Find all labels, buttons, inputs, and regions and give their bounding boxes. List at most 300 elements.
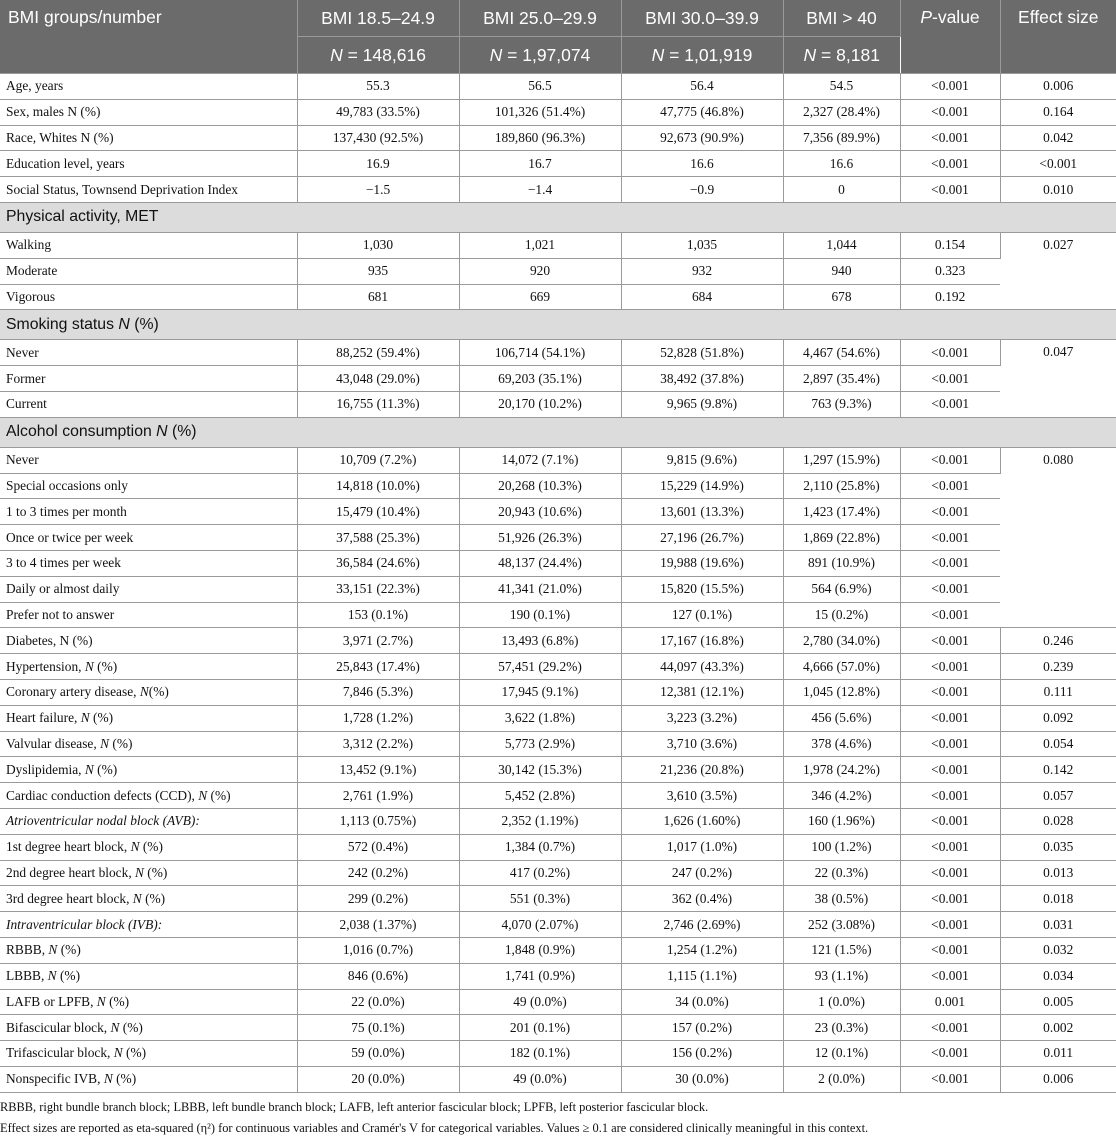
cell-value: 564 (6.9%) (783, 576, 900, 602)
cell-value: 3,312 (2.2%) (297, 731, 459, 757)
cell-value: 5,773 (2.9%) (459, 731, 621, 757)
cell-value: 2,110 (25.8%) (783, 473, 900, 499)
section-title-text: Physical activity, MET (6, 208, 159, 226)
cell-value: 51,926 (26.3%) (459, 525, 621, 551)
row-label (0, 258, 297, 284)
cell-effect-size: 0.002 (1000, 1015, 1116, 1041)
cell-value: 22 (0.0%) (297, 989, 459, 1015)
table-row (0, 284, 1116, 310)
row-label-text: Intraventricular block (IVB): (6, 916, 163, 932)
row-label-text: 1st degree heart block, (6, 839, 131, 855)
row-label (0, 550, 297, 576)
cell-value: 156 (0.2%) (621, 1041, 783, 1067)
table-row (0, 834, 1116, 860)
cell-value: 54.5 (783, 74, 900, 100)
cell-value: 22 (0.3%) (783, 860, 900, 886)
cell-value: 75 (0.1%) (297, 1015, 459, 1041)
cell-value: 1,626 (1.60%) (621, 808, 783, 834)
cell-effect-size: 0.092 (1000, 705, 1116, 731)
row-label (0, 705, 297, 731)
table-row (0, 1041, 1116, 1067)
cell-value: 182 (0.1%) (459, 1041, 621, 1067)
cell-value: 44,097 (43.3%) (621, 654, 783, 680)
cell-value: 417 (0.2%) (459, 860, 621, 886)
cell-p-value: <0.001 (900, 963, 1000, 989)
table-row (0, 340, 1116, 366)
row-label-suffix: (%) (105, 993, 130, 1009)
cell-value: −1.5 (297, 177, 459, 203)
cell-value: 13,493 (6.8%) (459, 628, 621, 654)
cell-effect-size: 0.018 (1000, 886, 1116, 912)
cell-p-value: <0.001 (900, 602, 1000, 628)
cell-value: 3,610 (3.5%) (621, 783, 783, 809)
row-label-text: LBBB, (6, 968, 48, 984)
row-label-text: Coronary artery disease, (6, 684, 140, 700)
header-group-n (459, 37, 621, 74)
row-label (0, 473, 297, 499)
cell-value: 2,038 (1.37%) (297, 912, 459, 938)
cell-value: 127 (0.1%) (621, 602, 783, 628)
cell-value: 10,709 (7.2%) (297, 447, 459, 473)
row-label (0, 99, 297, 125)
table-row (0, 1015, 1116, 1041)
row-label-text: 3rd degree heart block, (6, 890, 133, 906)
row-label (0, 912, 297, 938)
header-n-value: = 8,181 (816, 44, 880, 65)
row-label-italic: N (113, 1045, 123, 1061)
section-title-italic: N (118, 315, 130, 333)
cell-value: 16.7 (459, 151, 621, 177)
cell-value: 1,021 (459, 232, 621, 258)
row-label-text: Walking (6, 237, 52, 253)
row-label-suffix: (%) (119, 1019, 143, 1035)
cell-value: 15 (0.2%) (783, 602, 900, 628)
cell-value: 20 (0.0%) (297, 1066, 459, 1092)
cell-value: −0.9 (621, 177, 783, 203)
cell-value: 678 (783, 284, 900, 310)
cell-value: 2,327 (28.4%) (783, 99, 900, 125)
row-label-text: Special occasions only (6, 477, 128, 493)
cell-p-value: <0.001 (900, 757, 1000, 783)
table-row (0, 525, 1116, 551)
row-label (0, 74, 297, 100)
cell-p-value: <0.001 (900, 576, 1000, 602)
cell-value: 1,045 (12.8%) (783, 679, 900, 705)
row-label-text: Never (6, 344, 39, 360)
cell-value: 38 (0.5%) (783, 886, 900, 912)
table-row (0, 74, 1116, 100)
cell-value: 456 (5.6%) (783, 705, 900, 731)
cell-p-value: <0.001 (900, 447, 1000, 473)
row-label-suffix: (%) (143, 864, 168, 880)
cell-p-value: <0.001 (900, 1066, 1000, 1092)
cell-value: 1,384 (0.7%) (459, 834, 621, 860)
table-row (0, 757, 1116, 783)
row-label-suffix: (%) (93, 658, 118, 674)
cell-value: 1,044 (783, 232, 900, 258)
header-n-italic: N (651, 44, 665, 65)
cell-value: 5,452 (2.8%) (459, 783, 621, 809)
cell-effect-size: 0.047 (1000, 340, 1116, 417)
row-label-text: Hypertension, (6, 658, 85, 674)
row-label-suffix: (%) (141, 890, 166, 906)
table-row (0, 654, 1116, 680)
section-title (0, 417, 1116, 447)
cell-p-value: <0.001 (900, 366, 1000, 392)
row-label-text: Prefer not to answer (6, 606, 115, 622)
row-label-italic: N (110, 1019, 120, 1035)
row-label-italic: N (130, 839, 140, 855)
cell-value: 157 (0.2%) (621, 1015, 783, 1041)
cell-value: 3,223 (3.2%) (621, 705, 783, 731)
cell-p-value: 0.323 (900, 258, 1000, 284)
cell-value: 49 (0.0%) (459, 1066, 621, 1092)
section-header-row (0, 202, 1116, 232)
row-label (0, 886, 297, 912)
row-label-italic: N (96, 993, 106, 1009)
cell-p-value: <0.001 (900, 731, 1000, 757)
table-row (0, 366, 1116, 392)
cell-effect-size: 0.057 (1000, 783, 1116, 809)
row-label-text: Once or twice per week (6, 529, 134, 545)
table-row (0, 808, 1116, 834)
row-label-text: Social Status, Townsend Deprivation Index (6, 181, 239, 197)
cell-effect-size: 0.239 (1000, 654, 1116, 680)
cell-p-value: <0.001 (900, 473, 1000, 499)
cell-p-value: <0.001 (900, 74, 1000, 100)
row-label-text: 3 to 4 times per week (6, 555, 121, 571)
row-label-text: Trifascicular block, (6, 1045, 114, 1061)
row-label-text: Current (6, 396, 47, 412)
row-label (0, 679, 297, 705)
cell-value: 25,843 (17.4%) (297, 654, 459, 680)
cell-effect-size: 0.013 (1000, 860, 1116, 886)
cell-value: 1,115 (1.1%) (621, 963, 783, 989)
header-p-rest: -value (932, 7, 980, 27)
row-label (0, 576, 297, 602)
row-label-italic: N (135, 864, 144, 880)
cell-value: 37,588 (25.3%) (297, 525, 459, 551)
header-n-italic: N (330, 44, 343, 65)
row-label (0, 125, 297, 151)
row-label-suffix: (%) (139, 839, 163, 855)
table-row (0, 258, 1116, 284)
header-group-n (297, 37, 459, 74)
cell-p-value: <0.001 (900, 886, 1000, 912)
cell-value: 12 (0.1%) (783, 1041, 900, 1067)
cell-value: 4,666 (57.0%) (783, 654, 900, 680)
cell-value: 16.6 (621, 151, 783, 177)
cell-value: 137,430 (92.5%) (297, 125, 459, 151)
cell-value: 93 (1.1%) (783, 963, 900, 989)
row-label-italic: N (47, 968, 57, 984)
row-label-text: Never (6, 452, 39, 468)
cell-value: 1,741 (0.9%) (459, 963, 621, 989)
row-label-text: Nonspecific IVB, (6, 1071, 104, 1087)
cell-value: 1,113 (0.75%) (297, 808, 459, 834)
row-label (0, 1041, 297, 1067)
cell-value: 14,072 (7.1%) (459, 447, 621, 473)
cell-value: 1,017 (1.0%) (621, 834, 783, 860)
cell-value: 846 (0.6%) (297, 963, 459, 989)
cell-p-value: <0.001 (900, 177, 1000, 203)
table-row (0, 679, 1116, 705)
row-label-suffix: (%) (112, 1071, 137, 1087)
cell-value: 1,254 (1.2%) (621, 937, 783, 963)
table-row (0, 912, 1116, 938)
footnotes (0, 1097, 1116, 1139)
cell-value: 7,846 (5.3%) (297, 679, 459, 705)
header-n-value: = 1,01,919 (664, 44, 753, 65)
cell-value: 2,746 (2.69%) (621, 912, 783, 938)
table-row (0, 705, 1116, 731)
cell-value: 572 (0.4%) (297, 834, 459, 860)
row-label-italic: N (48, 942, 58, 958)
cell-value: 52,828 (51.8%) (621, 340, 783, 366)
table-row (0, 550, 1116, 576)
row-label (0, 1015, 297, 1041)
cell-p-value: <0.001 (900, 783, 1000, 809)
cell-value: 9,965 (9.8%) (621, 391, 783, 417)
table-row (0, 860, 1116, 886)
cell-p-value: <0.001 (900, 525, 1000, 551)
footnote-effect-sizes: Effect sizes are reported as eta-squared (η²) for continuous variables and Cramér's V for categorical variables. Values ≥ 0.1 are considered clinically meaningful in this context. (0, 1120, 869, 1135)
row-label-text: Sex, males N (%) (6, 104, 101, 120)
cell-value: 551 (0.3%) (459, 886, 621, 912)
row-label-suffix: (%) (56, 968, 81, 984)
row-label-text: RBBB, (6, 942, 49, 958)
row-label (0, 151, 297, 177)
cell-p-value: 0.001 (900, 989, 1000, 1015)
cell-value: 88,252 (59.4%) (297, 340, 459, 366)
row-label-text: Valvular disease, (6, 735, 101, 751)
row-label-text: Education level, years (6, 155, 125, 171)
cell-value: 153 (0.1%) (297, 602, 459, 628)
cell-value: 13,452 (9.1%) (297, 757, 459, 783)
cell-effect-size: 0.111 (1000, 679, 1116, 705)
cell-value: 17,945 (9.1%) (459, 679, 621, 705)
section-title-text: Alcohol consumption (6, 423, 157, 441)
cell-effect-size: 0.010 (1000, 177, 1116, 203)
cell-p-value: <0.001 (900, 628, 1000, 654)
cell-value: 30,142 (15.3%) (459, 757, 621, 783)
cell-value: 362 (0.4%) (621, 886, 783, 912)
row-label-suffix: (%) (93, 761, 118, 777)
cell-value: 15,820 (15.5%) (621, 576, 783, 602)
cell-value: 763 (9.3%) (783, 391, 900, 417)
table-row (0, 473, 1116, 499)
cell-effect-size: 0.042 (1000, 125, 1116, 151)
table-row (0, 499, 1116, 525)
cell-value: 27,196 (26.7%) (621, 525, 783, 551)
row-label (0, 989, 297, 1015)
row-label-suffix: (%) (89, 710, 114, 726)
row-label (0, 499, 297, 525)
row-label (0, 937, 297, 963)
table-row (0, 99, 1116, 125)
header-n-italic: N (489, 44, 503, 65)
table-row (0, 602, 1116, 628)
cell-p-value: <0.001 (900, 125, 1000, 151)
cell-effect-size: 0.031 (1000, 912, 1116, 938)
cell-value: 2,780 (34.0%) (783, 628, 900, 654)
table-row (0, 447, 1116, 473)
cell-p-value: <0.001 (900, 340, 1000, 366)
row-label (0, 654, 297, 680)
table-row (0, 125, 1116, 151)
row-label-italic: N (132, 890, 142, 906)
cell-value: 69,203 (35.1%) (459, 366, 621, 392)
header-n-italic: N (803, 44, 817, 65)
row-label-text: Daily or almost daily (6, 581, 120, 597)
cell-value: 100 (1.2%) (783, 834, 900, 860)
cell-value: 21,236 (20.8%) (621, 757, 783, 783)
table-header (0, 0, 1116, 74)
table-row (0, 886, 1116, 912)
cell-value: 346 (4.2%) (783, 783, 900, 809)
cell-value: 1,848 (0.9%) (459, 937, 621, 963)
cell-value: 1,978 (24.2%) (783, 757, 900, 783)
cell-effect-size: 0.035 (1000, 834, 1116, 860)
cell-value: 891 (10.9%) (783, 550, 900, 576)
cell-p-value: <0.001 (900, 1015, 1000, 1041)
table-row (0, 989, 1116, 1015)
cell-value: 920 (459, 258, 621, 284)
cell-value: 20,268 (10.3%) (459, 473, 621, 499)
cell-value: 1,030 (297, 232, 459, 258)
section-title (0, 202, 1116, 232)
cell-value: 2 (0.0%) (783, 1066, 900, 1092)
header-group-name: BMI 18.5–24.9 (297, 0, 459, 37)
cell-value: 57,451 (29.2%) (459, 654, 621, 680)
cell-p-value: <0.001 (900, 1041, 1000, 1067)
cell-effect-size: 0.027 (1000, 232, 1116, 309)
cell-value: 681 (297, 284, 459, 310)
cell-value: 15,229 (14.9%) (621, 473, 783, 499)
cell-p-value: <0.001 (900, 860, 1000, 886)
cell-effect-size: 0.080 (1000, 447, 1116, 628)
cell-p-value: 0.192 (900, 284, 1000, 310)
row-label (0, 284, 297, 310)
header-group-name: BMI > 40 (783, 0, 900, 37)
footnote-abbreviations: RBBB, right bundle branch block; LBBB, left bundle branch block; LAFB, left anterior fascicular block; LPFB, left posterior fascicular block. (0, 1099, 709, 1114)
cell-effect-size: 0.005 (1000, 989, 1116, 1015)
cell-value: 55.3 (297, 74, 459, 100)
cell-effect-size: 0.246 (1000, 628, 1116, 654)
cell-value: 33,151 (22.3%) (297, 576, 459, 602)
cell-value: 101,326 (51.4%) (459, 99, 621, 125)
cell-value: 9,815 (9.6%) (621, 447, 783, 473)
cell-effect-size: 0.054 (1000, 731, 1116, 757)
row-label-text: Vigorous (6, 288, 56, 304)
row-label-suffix: (%) (122, 1045, 147, 1061)
cell-value: 0 (783, 177, 900, 203)
row-label-italic: N (100, 735, 110, 751)
cell-p-value: <0.001 (900, 808, 1000, 834)
cell-value: 106,714 (54.1%) (459, 340, 621, 366)
section-title (0, 310, 1116, 340)
cell-value: 935 (297, 258, 459, 284)
cell-p-value: <0.001 (900, 679, 1000, 705)
cell-value: 190 (0.1%) (459, 602, 621, 628)
header-effect-size: Effect size (1000, 0, 1116, 74)
cell-value: 1,728 (1.2%) (297, 705, 459, 731)
row-label-text: Former (6, 370, 46, 386)
cell-value: 16.9 (297, 151, 459, 177)
cell-value: 14,818 (10.0%) (297, 473, 459, 499)
cell-value: 1 (0.0%) (783, 989, 900, 1015)
row-label-italic: N (139, 684, 149, 700)
cell-value: 16,755 (11.3%) (297, 391, 459, 417)
row-label-text: Bifascicular block, (6, 1019, 111, 1035)
row-label (0, 628, 297, 654)
cell-value: 19,988 (19.6%) (621, 550, 783, 576)
cell-value: 1,297 (15.9%) (783, 447, 900, 473)
cell-value: 189,860 (96.3%) (459, 125, 621, 151)
row-label (0, 340, 297, 366)
cell-value: 17,167 (16.8%) (621, 628, 783, 654)
row-label-italic: N (80, 710, 90, 726)
cell-value: 1,423 (17.4%) (783, 499, 900, 525)
cell-value: 47,775 (46.8%) (621, 99, 783, 125)
cell-value: 378 (4.6%) (783, 731, 900, 757)
cell-value: 2,761 (1.9%) (297, 783, 459, 809)
row-label-text: 2nd degree heart block, (6, 864, 136, 880)
header-label: BMI groups/number (0, 0, 297, 74)
cell-value: 2,352 (1.19%) (459, 808, 621, 834)
cell-value: 1,035 (621, 232, 783, 258)
table-row (0, 628, 1116, 654)
cell-value: 684 (621, 284, 783, 310)
row-label-suffix: (%) (57, 942, 81, 958)
cell-value: 121 (1.5%) (783, 937, 900, 963)
cell-value: 2,897 (35.4%) (783, 366, 900, 392)
row-label-text: Diabetes, N (%) (6, 632, 93, 648)
table-row (0, 232, 1116, 258)
row-label-italic: N (198, 787, 208, 803)
section-header-row (0, 417, 1116, 447)
cell-p-value: <0.001 (900, 912, 1000, 938)
row-label (0, 808, 297, 834)
cell-value: 92,673 (90.9%) (621, 125, 783, 151)
cell-value: 49 (0.0%) (459, 989, 621, 1015)
cell-value: 30 (0.0%) (621, 1066, 783, 1092)
row-label (0, 391, 297, 417)
cell-p-value: 0.154 (900, 232, 1000, 258)
cell-value: 43,048 (29.0%) (297, 366, 459, 392)
cell-p-value: <0.001 (900, 937, 1000, 963)
cell-value: 20,943 (10.6%) (459, 499, 621, 525)
section-title-suffix: (%) (129, 315, 159, 333)
cell-value: 36,584 (24.6%) (297, 550, 459, 576)
cell-value: 12,381 (12.1%) (621, 679, 783, 705)
cell-value: 932 (621, 258, 783, 284)
cell-value: 3,710 (3.6%) (621, 731, 783, 757)
row-label-text: Moderate (6, 263, 58, 279)
cell-p-value: <0.001 (900, 550, 1000, 576)
cell-value: 13,601 (13.3%) (621, 499, 783, 525)
cell-value: 299 (0.2%) (297, 886, 459, 912)
table-row (0, 1066, 1116, 1092)
cell-value: 242 (0.2%) (297, 860, 459, 886)
row-label-text: Race, Whites N (%) (6, 129, 114, 145)
row-label (0, 525, 297, 551)
cell-value: 49,783 (33.5%) (297, 99, 459, 125)
row-label (0, 783, 297, 809)
cell-value: 16.6 (783, 151, 900, 177)
header-p-italic: P (920, 7, 932, 27)
cell-value: 3,622 (1.8%) (459, 705, 621, 731)
